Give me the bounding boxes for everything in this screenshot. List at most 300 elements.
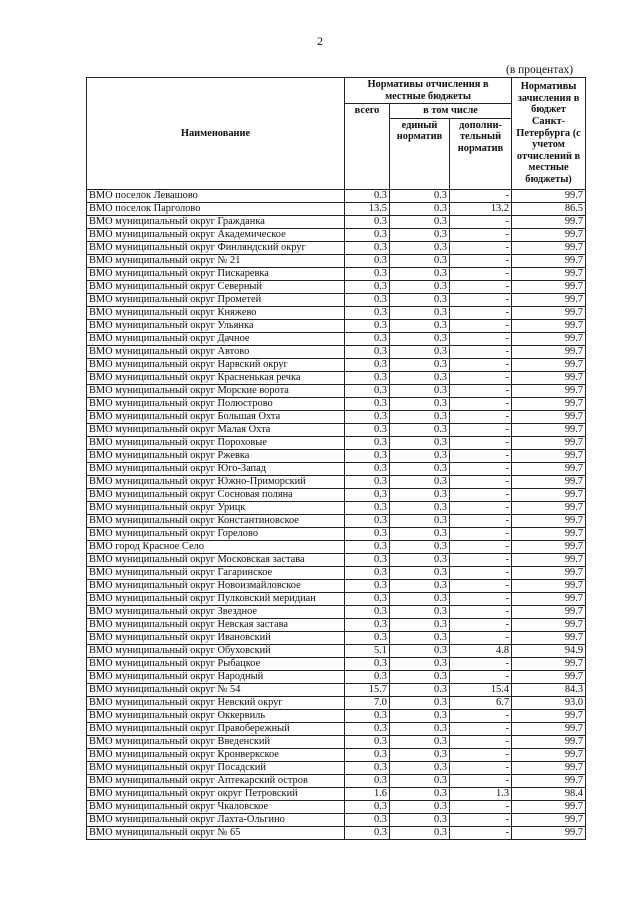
cell-spb: 98.4 bbox=[512, 787, 586, 800]
cell-single-norm: 0.3 bbox=[390, 709, 450, 722]
cell-total: 0.3 bbox=[345, 813, 390, 826]
cell-spb: 99.7 bbox=[512, 826, 586, 839]
table-row bbox=[87, 241, 586, 254]
cell-spb: 99.7 bbox=[512, 800, 586, 813]
cell-spb: 99.7 bbox=[512, 540, 586, 553]
cell-additional-norm: - bbox=[450, 423, 512, 436]
cell-additional-norm: - bbox=[450, 553, 512, 566]
header-local-budgets: Нормативы отчисления в местные бюджеты bbox=[345, 78, 512, 104]
cell-single-norm: 0.3 bbox=[390, 605, 450, 618]
cell-spb: 99.7 bbox=[512, 410, 586, 423]
cell-spb: 99.7 bbox=[512, 384, 586, 397]
cell-spb: 99.7 bbox=[512, 254, 586, 267]
cell-total: 0.3 bbox=[345, 579, 390, 592]
cell-single-norm: 0.3 bbox=[390, 787, 450, 800]
cell-additional-norm: - bbox=[450, 618, 512, 631]
cell-name: ВМО муниципальный округ Рыбацкое bbox=[87, 657, 345, 670]
cell-single-norm: 0.3 bbox=[390, 501, 450, 514]
cell-name: ВМО муниципальный округ Обуховский bbox=[87, 644, 345, 657]
header-including: в том числе bbox=[390, 104, 512, 119]
cell-name: ВМО муниципальный округ Южно-Приморский bbox=[87, 475, 345, 488]
table-row bbox=[87, 410, 586, 423]
cell-single-norm: 0.3 bbox=[390, 319, 450, 332]
cell-name: ВМО муниципальный округ Введенский bbox=[87, 735, 345, 748]
table-row bbox=[87, 826, 586, 839]
budget-norms-table bbox=[86, 77, 586, 840]
cell-additional-norm: 15.4 bbox=[450, 683, 512, 696]
cell-single-norm: 0.3 bbox=[390, 410, 450, 423]
cell-single-norm: 0.3 bbox=[390, 540, 450, 553]
units-note: (в процентах) bbox=[506, 64, 574, 76]
cell-total: 0.3 bbox=[345, 436, 390, 449]
cell-spb: 99.7 bbox=[512, 436, 586, 449]
table-row bbox=[87, 280, 586, 293]
header-additional-norm: дополни-тельный норматив bbox=[450, 118, 512, 189]
cell-spb: 94.9 bbox=[512, 644, 586, 657]
cell-name: ВМО муниципальный округ Морские ворота bbox=[87, 384, 345, 397]
cell-additional-norm: - bbox=[450, 592, 512, 605]
cell-total: 0.3 bbox=[345, 319, 390, 332]
cell-additional-norm: - bbox=[450, 813, 512, 826]
cell-total: 0.3 bbox=[345, 358, 390, 371]
cell-single-norm: 0.3 bbox=[390, 735, 450, 748]
cell-additional-norm: - bbox=[450, 540, 512, 553]
cell-single-norm: 0.3 bbox=[390, 280, 450, 293]
page-number: 2 bbox=[317, 34, 323, 48]
cell-name: ВМО муниципальный округ Княжево bbox=[87, 306, 345, 319]
cell-single-norm: 0.3 bbox=[390, 371, 450, 384]
cell-name: ВМО муниципальный округ Невский округ bbox=[87, 696, 345, 709]
cell-name: ВМО поселок Левашово bbox=[87, 189, 345, 202]
table-row bbox=[87, 319, 586, 332]
cell-single-norm: 0.3 bbox=[390, 332, 450, 345]
cell-single-norm: 0.3 bbox=[390, 228, 450, 241]
cell-additional-norm: - bbox=[450, 501, 512, 514]
cell-spb: 99.7 bbox=[512, 475, 586, 488]
table-row bbox=[87, 215, 586, 228]
cell-name: ВМО муниципальный округ № 65 bbox=[87, 826, 345, 839]
table-row bbox=[87, 813, 586, 826]
cell-additional-norm: - bbox=[450, 241, 512, 254]
cell-additional-norm: 13.2 bbox=[450, 202, 512, 215]
cell-single-norm: 0.3 bbox=[390, 267, 450, 280]
cell-total: 0.3 bbox=[345, 514, 390, 527]
cell-total: 0.3 bbox=[345, 215, 390, 228]
table-row bbox=[87, 332, 586, 345]
cell-additional-norm: - bbox=[450, 345, 512, 358]
table-row bbox=[87, 501, 586, 514]
cell-total: 0.3 bbox=[345, 449, 390, 462]
cell-name: ВМО муниципальный округ Северный bbox=[87, 280, 345, 293]
cell-spb: 99.7 bbox=[512, 631, 586, 644]
cell-total: 0.3 bbox=[345, 722, 390, 735]
table-row bbox=[87, 696, 586, 709]
cell-total: 0.3 bbox=[345, 774, 390, 787]
cell-total: 0.3 bbox=[345, 488, 390, 501]
cell-name: ВМО муниципальный округ Народный bbox=[87, 670, 345, 683]
cell-single-norm: 0.3 bbox=[390, 384, 450, 397]
cell-total: 0.3 bbox=[345, 280, 390, 293]
cell-total: 0.3 bbox=[345, 384, 390, 397]
cell-additional-norm: - bbox=[450, 605, 512, 618]
table-row bbox=[87, 449, 586, 462]
cell-single-norm: 0.3 bbox=[390, 202, 450, 215]
cell-single-norm: 0.3 bbox=[390, 475, 450, 488]
cell-additional-norm: - bbox=[450, 722, 512, 735]
cell-spb: 99.7 bbox=[512, 189, 586, 202]
header-single-norm: единый норматив bbox=[390, 118, 450, 189]
cell-additional-norm: - bbox=[450, 371, 512, 384]
cell-total: 0.3 bbox=[345, 397, 390, 410]
cell-name: ВМО муниципальный округ Ржевка bbox=[87, 449, 345, 462]
table-row bbox=[87, 735, 586, 748]
cell-single-norm: 0.3 bbox=[390, 683, 450, 696]
cell-total: 0.3 bbox=[345, 527, 390, 540]
table-row bbox=[87, 657, 586, 670]
cell-name: ВМО муниципальный округ Урицк bbox=[87, 501, 345, 514]
cell-spb: 99.7 bbox=[512, 774, 586, 787]
cell-additional-norm: 4.8 bbox=[450, 644, 512, 657]
cell-single-norm: 0.3 bbox=[390, 657, 450, 670]
cell-total: 0.3 bbox=[345, 592, 390, 605]
cell-total: 0.3 bbox=[345, 501, 390, 514]
cell-name: ВМО муниципальный округ Гражданка bbox=[87, 215, 345, 228]
header-total: всего bbox=[345, 104, 390, 190]
cell-additional-norm: - bbox=[450, 306, 512, 319]
cell-total: 0.3 bbox=[345, 371, 390, 384]
table-row bbox=[87, 358, 586, 371]
cell-additional-norm: - bbox=[450, 774, 512, 787]
cell-additional-norm: - bbox=[450, 475, 512, 488]
table-row bbox=[87, 462, 586, 475]
cell-spb: 84.3 bbox=[512, 683, 586, 696]
cell-total: 0.3 bbox=[345, 228, 390, 241]
cell-single-norm: 0.3 bbox=[390, 826, 450, 839]
cell-spb: 99.7 bbox=[512, 592, 586, 605]
cell-additional-norm: - bbox=[450, 215, 512, 228]
table-row bbox=[87, 514, 586, 527]
cell-total: 0.3 bbox=[345, 423, 390, 436]
cell-total: 0.3 bbox=[345, 332, 390, 345]
cell-total: 0.3 bbox=[345, 631, 390, 644]
cell-additional-norm: - bbox=[450, 397, 512, 410]
cell-additional-norm: - bbox=[450, 670, 512, 683]
cell-spb: 99.7 bbox=[512, 241, 586, 254]
cell-name: ВМО поселок Парголово bbox=[87, 202, 345, 215]
cell-spb: 99.7 bbox=[512, 501, 586, 514]
cell-spb: 99.7 bbox=[512, 215, 586, 228]
table-row bbox=[87, 748, 586, 761]
cell-total: 0.3 bbox=[345, 709, 390, 722]
cell-name: ВМО муниципальный округ Финляндский округ bbox=[87, 241, 345, 254]
cell-total: 0.3 bbox=[345, 293, 390, 306]
cell-name: ВМО муниципальный округ Кронверкское bbox=[87, 748, 345, 761]
table-row bbox=[87, 670, 586, 683]
cell-additional-norm: - bbox=[450, 280, 512, 293]
table-row bbox=[87, 202, 586, 215]
cell-name: ВМО муниципальный округ Звездное bbox=[87, 605, 345, 618]
cell-name: ВМО муниципальный округ Невская застава bbox=[87, 618, 345, 631]
cell-total: 0.3 bbox=[345, 540, 390, 553]
table-row bbox=[87, 475, 586, 488]
cell-single-norm: 0.3 bbox=[390, 527, 450, 540]
table-row bbox=[87, 618, 586, 631]
cell-spb: 93.0 bbox=[512, 696, 586, 709]
cell-name: ВМО муниципальный округ Гагаринское bbox=[87, 566, 345, 579]
cell-total: 0.3 bbox=[345, 462, 390, 475]
cell-spb: 99.7 bbox=[512, 657, 586, 670]
cell-single-norm: 0.3 bbox=[390, 579, 450, 592]
table-row bbox=[87, 293, 586, 306]
cell-name: ВМО муниципальный округ Горелово bbox=[87, 527, 345, 540]
cell-spb: 99.7 bbox=[512, 566, 586, 579]
cell-spb: 99.7 bbox=[512, 709, 586, 722]
cell-single-norm: 0.3 bbox=[390, 618, 450, 631]
table-row bbox=[87, 306, 586, 319]
header-spb-budget: Нормативы зачисления в бюджет Санкт-Петербурга (с учетом отчислений в местные бюджеты) bbox=[512, 78, 586, 190]
cell-additional-norm: - bbox=[450, 358, 512, 371]
cell-spb: 99.7 bbox=[512, 280, 586, 293]
cell-spb: 99.7 bbox=[512, 813, 586, 826]
cell-spb: 99.7 bbox=[512, 761, 586, 774]
cell-total: 0.3 bbox=[345, 800, 390, 813]
cell-spb: 99.7 bbox=[512, 397, 586, 410]
cell-total: 13.5 bbox=[345, 202, 390, 215]
table-row bbox=[87, 488, 586, 501]
cell-spb: 99.7 bbox=[512, 605, 586, 618]
cell-name: ВМО муниципальный округ Лахта-Ольгино bbox=[87, 813, 345, 826]
cell-single-norm: 0.3 bbox=[390, 644, 450, 657]
cell-additional-norm: - bbox=[450, 527, 512, 540]
cell-additional-norm: - bbox=[450, 384, 512, 397]
cell-spb: 99.7 bbox=[512, 306, 586, 319]
cell-name: ВМО муниципальный округ Ульянка bbox=[87, 319, 345, 332]
cell-additional-norm: - bbox=[450, 332, 512, 345]
cell-total: 0.3 bbox=[345, 605, 390, 618]
cell-name: ВМО муниципальный округ Правобережный bbox=[87, 722, 345, 735]
cell-additional-norm: - bbox=[450, 488, 512, 501]
table-row bbox=[87, 267, 586, 280]
cell-name: ВМО муниципальный округ Академическое bbox=[87, 228, 345, 241]
cell-name: ВМО муниципальный округ Посадский bbox=[87, 761, 345, 774]
cell-total: 0.3 bbox=[345, 475, 390, 488]
table-row bbox=[87, 787, 586, 800]
cell-single-norm: 0.3 bbox=[390, 774, 450, 787]
cell-spb: 99.7 bbox=[512, 618, 586, 631]
cell-spb: 99.7 bbox=[512, 670, 586, 683]
cell-single-norm: 0.3 bbox=[390, 761, 450, 774]
cell-additional-norm: - bbox=[450, 579, 512, 592]
cell-name: ВМО муниципальный округ Малая Охта bbox=[87, 423, 345, 436]
cell-name: ВМО муниципальный округ Нарвский округ bbox=[87, 358, 345, 371]
cell-single-norm: 0.3 bbox=[390, 189, 450, 202]
table-header bbox=[87, 78, 586, 190]
table-row bbox=[87, 345, 586, 358]
cell-spb: 99.7 bbox=[512, 293, 586, 306]
cell-single-norm: 0.3 bbox=[390, 722, 450, 735]
cell-additional-norm: - bbox=[450, 709, 512, 722]
table-row bbox=[87, 631, 586, 644]
cell-name: ВМО муниципальный округ Новоизмайловское bbox=[87, 579, 345, 592]
cell-total: 0.3 bbox=[345, 566, 390, 579]
cell-total: 0.3 bbox=[345, 345, 390, 358]
cell-additional-norm: - bbox=[450, 293, 512, 306]
cell-spb: 99.7 bbox=[512, 527, 586, 540]
cell-name: ВМО город Красное Село bbox=[87, 540, 345, 553]
cell-name: ВМО муниципальный округ Автово bbox=[87, 345, 345, 358]
cell-single-norm: 0.3 bbox=[390, 462, 450, 475]
cell-spb: 99.7 bbox=[512, 735, 586, 748]
cell-single-norm: 0.3 bbox=[390, 306, 450, 319]
cell-spb: 99.7 bbox=[512, 371, 586, 384]
cell-name: ВМО муниципальный округ Юго-Запад bbox=[87, 462, 345, 475]
table-row bbox=[87, 566, 586, 579]
table-row bbox=[87, 540, 586, 553]
table-row bbox=[87, 371, 586, 384]
cell-name: ВМО муниципальный округ Чкаловское bbox=[87, 800, 345, 813]
cell-name: ВМО муниципальный округ Пулковский меридиан bbox=[87, 592, 345, 605]
cell-spb: 86.5 bbox=[512, 202, 586, 215]
table-row bbox=[87, 384, 586, 397]
cell-name: ВМО муниципальный округ Ивановский bbox=[87, 631, 345, 644]
cell-name: ВМО муниципальный округ Большая Охта bbox=[87, 410, 345, 423]
cell-total: 0.3 bbox=[345, 241, 390, 254]
table-row bbox=[87, 761, 586, 774]
cell-additional-norm: - bbox=[450, 228, 512, 241]
cell-name: ВМО муниципальный округ округ Петровский bbox=[87, 787, 345, 800]
cell-total: 1.6 bbox=[345, 787, 390, 800]
table-row bbox=[87, 553, 586, 566]
cell-total: 7.0 bbox=[345, 696, 390, 709]
cell-single-norm: 0.3 bbox=[390, 592, 450, 605]
cell-spb: 99.7 bbox=[512, 228, 586, 241]
table-row bbox=[87, 527, 586, 540]
cell-name: ВМО муниципальный округ Константиновское bbox=[87, 514, 345, 527]
cell-spb: 99.7 bbox=[512, 579, 586, 592]
cell-single-norm: 0.3 bbox=[390, 631, 450, 644]
cell-name: ВМО муниципальный округ Красненькая речка bbox=[87, 371, 345, 384]
table-row bbox=[87, 592, 586, 605]
cell-single-norm: 0.3 bbox=[390, 748, 450, 761]
table-body bbox=[87, 189, 586, 839]
cell-single-norm: 0.3 bbox=[390, 345, 450, 358]
cell-additional-norm: - bbox=[450, 319, 512, 332]
cell-single-norm: 0.3 bbox=[390, 800, 450, 813]
table-row bbox=[87, 189, 586, 202]
cell-total: 0.3 bbox=[345, 306, 390, 319]
cell-total: 15.7 bbox=[345, 683, 390, 696]
cell-name: ВМО муниципальный округ Пискаревка bbox=[87, 267, 345, 280]
cell-single-norm: 0.3 bbox=[390, 566, 450, 579]
table-row bbox=[87, 228, 586, 241]
cell-spb: 99.7 bbox=[512, 345, 586, 358]
header-name: Наименование bbox=[87, 78, 345, 190]
cell-total: 0.3 bbox=[345, 553, 390, 566]
cell-single-norm: 0.3 bbox=[390, 553, 450, 566]
cell-additional-norm: - bbox=[450, 761, 512, 774]
table-row bbox=[87, 605, 586, 618]
cell-additional-norm: 1.3 bbox=[450, 787, 512, 800]
cell-spb: 99.7 bbox=[512, 514, 586, 527]
cell-total: 0.3 bbox=[345, 618, 390, 631]
cell-spb: 99.7 bbox=[512, 722, 586, 735]
cell-total: 0.3 bbox=[345, 735, 390, 748]
cell-single-norm: 0.3 bbox=[390, 449, 450, 462]
table-row bbox=[87, 644, 586, 657]
cell-additional-norm: - bbox=[450, 436, 512, 449]
cell-total: 0.3 bbox=[345, 670, 390, 683]
cell-name: ВМО муниципальный округ Сосновая поляна bbox=[87, 488, 345, 501]
cell-single-norm: 0.3 bbox=[390, 241, 450, 254]
cell-total: 5.1 bbox=[345, 644, 390, 657]
table-row bbox=[87, 722, 586, 735]
cell-spb: 99.7 bbox=[512, 423, 586, 436]
cell-single-norm: 0.3 bbox=[390, 215, 450, 228]
cell-spb: 99.7 bbox=[512, 553, 586, 566]
cell-total: 0.3 bbox=[345, 826, 390, 839]
cell-single-norm: 0.3 bbox=[390, 670, 450, 683]
cell-additional-norm: - bbox=[450, 748, 512, 761]
cell-total: 0.3 bbox=[345, 761, 390, 774]
cell-total: 0.3 bbox=[345, 748, 390, 761]
cell-name: ВМО муниципальный округ Дачное bbox=[87, 332, 345, 345]
cell-additional-norm: - bbox=[450, 514, 512, 527]
cell-additional-norm: - bbox=[450, 462, 512, 475]
cell-spb: 99.7 bbox=[512, 462, 586, 475]
cell-spb: 99.7 bbox=[512, 358, 586, 371]
table-row bbox=[87, 800, 586, 813]
cell-spb: 99.7 bbox=[512, 449, 586, 462]
cell-additional-norm: - bbox=[450, 800, 512, 813]
cell-additional-norm: - bbox=[450, 449, 512, 462]
cell-total: 0.3 bbox=[345, 267, 390, 280]
table-row bbox=[87, 709, 586, 722]
cell-spb: 99.7 bbox=[512, 332, 586, 345]
table-row bbox=[87, 683, 586, 696]
cell-additional-norm: - bbox=[450, 657, 512, 670]
cell-single-norm: 0.3 bbox=[390, 813, 450, 826]
cell-name: ВМО муниципальный округ № 54 bbox=[87, 683, 345, 696]
table-row bbox=[87, 254, 586, 267]
table-row bbox=[87, 774, 586, 787]
cell-total: 0.3 bbox=[345, 410, 390, 423]
cell-name: ВМО муниципальный округ Московская застава bbox=[87, 553, 345, 566]
cell-additional-norm: - bbox=[450, 631, 512, 644]
cell-name: ВМО муниципальный округ Пороховые bbox=[87, 436, 345, 449]
cell-additional-norm: - bbox=[450, 410, 512, 423]
cell-total: 0.3 bbox=[345, 657, 390, 670]
cell-additional-norm: - bbox=[450, 189, 512, 202]
cell-additional-norm: - bbox=[450, 566, 512, 579]
cell-single-norm: 0.3 bbox=[390, 423, 450, 436]
cell-single-norm: 0.3 bbox=[390, 293, 450, 306]
cell-spb: 99.7 bbox=[512, 267, 586, 280]
cell-single-norm: 0.3 bbox=[390, 696, 450, 709]
cell-single-norm: 0.3 bbox=[390, 397, 450, 410]
table-row bbox=[87, 397, 586, 410]
cell-name: ВМО муниципальный округ Оккервиль bbox=[87, 709, 345, 722]
table-row bbox=[87, 423, 586, 436]
cell-name: ВМО муниципальный округ № 21 bbox=[87, 254, 345, 267]
cell-spb: 99.7 bbox=[512, 748, 586, 761]
cell-total: 0.3 bbox=[345, 189, 390, 202]
cell-spb: 99.7 bbox=[512, 488, 586, 501]
cell-additional-norm: 6.7 bbox=[450, 696, 512, 709]
cell-name: ВМО муниципальный округ Прометей bbox=[87, 293, 345, 306]
cell-spb: 99.7 bbox=[512, 319, 586, 332]
cell-additional-norm: - bbox=[450, 267, 512, 280]
cell-single-norm: 0.3 bbox=[390, 514, 450, 527]
